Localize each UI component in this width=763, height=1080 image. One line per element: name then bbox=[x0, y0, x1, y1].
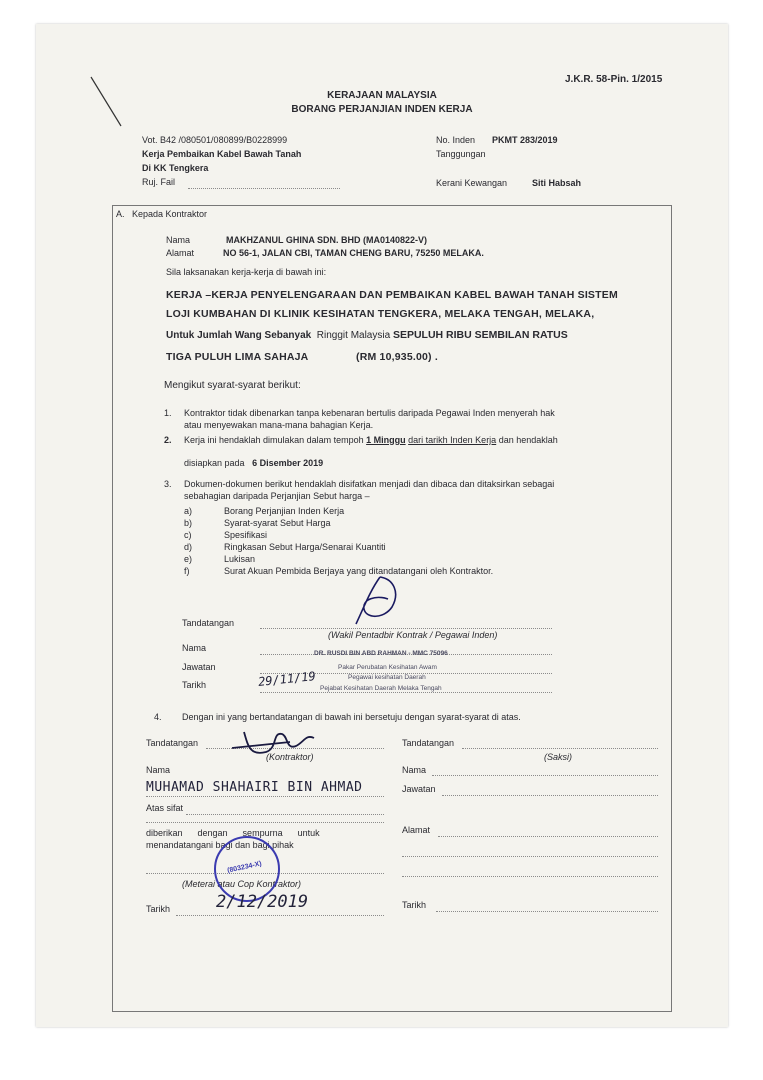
contractor-address: NO 56-1, JALAN CBI, TAMAN CHENG BARU, 75250 MELAKA. bbox=[223, 248, 484, 258]
condition-2-line-1 bbox=[184, 435, 558, 445]
officer-nama-label: Nama bbox=[182, 643, 207, 653]
condition-1-line-1: Kontraktor tidak dibenarkan tanpa kebenaran bertulis daripada Pegawai Inden menyerah hak bbox=[184, 408, 555, 418]
officer-tarikh-label: Tarikh bbox=[182, 680, 207, 690]
condition-2-pre: Kerja ini hendaklah dimulakan dalam tempoh bbox=[184, 435, 364, 445]
condition-2-mid: dari tarikh Inden Kerja bbox=[408, 435, 497, 445]
condition-2-line2-pre: disiapkan pada bbox=[184, 458, 245, 468]
list-item: f) Surat Akuan Pembida Berjaya yang ditandatangani oleh Kontraktor. bbox=[184, 566, 494, 576]
document-list bbox=[184, 505, 493, 577]
kerani-label: Kerani Kewangan bbox=[436, 178, 508, 188]
section-a-letter: A. bbox=[116, 209, 125, 219]
contractor-nama-label: Nama bbox=[146, 765, 171, 775]
witness-jawatan-field bbox=[442, 795, 658, 796]
contractor-nama-field bbox=[146, 796, 384, 797]
ruj-fail-field bbox=[188, 188, 340, 189]
condition-2-number: 2. bbox=[164, 435, 172, 445]
amount-currency: Ringgit Malaysia bbox=[316, 330, 391, 341]
contractor-tarikh-field bbox=[176, 915, 384, 916]
clause-4-text: Dengan ini yang bertandatangan di bawah ini bersetuju dengan syarat-syarat di atas. bbox=[182, 712, 521, 722]
kerja-line-1: Kerja Pembaikan Kabel Bawah Tanah bbox=[142, 149, 302, 159]
cop-caption: (Meterai atau Cop Kontraktor) bbox=[182, 879, 302, 889]
officer-signature bbox=[336, 569, 416, 629]
nama-label: Nama bbox=[166, 235, 191, 245]
amount-label: Untuk Jumlah Wang Sebanyak bbox=[166, 330, 312, 341]
vot-number: Vot. B42 /080501/080899/B0228999 bbox=[142, 135, 288, 145]
header-line-2: BORANG PERJANJIAN INDEN KERJA bbox=[291, 104, 473, 115]
list-item: a) Borang Perjanjian Inden Kerja bbox=[184, 506, 345, 516]
list-item: c) Spesifikasi bbox=[184, 530, 268, 540]
contractor-name: MAKHZANUL GHINA SDN. BHD (MA0140822-V) bbox=[226, 235, 428, 245]
witness-tarikh-field bbox=[436, 911, 658, 912]
condition-2-post: dan hendaklah bbox=[498, 435, 558, 445]
form-code: J.K.R. 58-Pin. 1/2015 bbox=[565, 74, 663, 85]
condition-3-number: 3. bbox=[164, 479, 172, 489]
officer-stamp-name: DR. RUSDI BIN ABD RAHMAN - MMC 75096 bbox=[314, 650, 448, 657]
work-line-2: LOJI KUMBAHAN DI KLINIK KESIHATAN TENGKERA, MELAKA TENGAH, MELAKA, bbox=[166, 308, 595, 320]
officer-stamp-office: Pejabat Kesihatan Daerah Melaka Tengah bbox=[320, 685, 442, 692]
officer-role-caption: (Wakil Pentadbir Kontrak / Pegawai Inden) bbox=[328, 630, 498, 640]
atas-sifat-field bbox=[186, 814, 384, 815]
amount-words-2: TIGA PULUH LIMA SAHAJA bbox=[166, 351, 309, 363]
contractor-signature-label: Tandatangan bbox=[146, 738, 199, 748]
contractor-date-handwritten: 2/12/2019 bbox=[216, 892, 309, 912]
witness-jawatan-label: Jawatan bbox=[402, 784, 436, 794]
list-item: d) Ringkasan Sebut Harga/Senarai Kuantiti bbox=[184, 542, 386, 552]
witness-signature-label: Tandatangan bbox=[402, 738, 455, 748]
conditions-intro: Mengikut syarat-syarat berikut: bbox=[164, 380, 301, 391]
contractor-name-handwritten: MUHAMAD SHAHAIRI BIN AHMAD bbox=[146, 780, 363, 795]
section-a-title: Kepada Kontraktor bbox=[132, 209, 208, 219]
witness-alamat-field-2 bbox=[402, 856, 658, 857]
alamat-label: Alamat bbox=[166, 248, 195, 258]
work-line-1: KERJA –KERJA PENYELENGARAAN DAN PEMBAIKAN KABEL BAWAH TANAH SISTEM bbox=[166, 289, 618, 301]
list-item: e) Lukisan bbox=[184, 554, 256, 564]
amount-row bbox=[166, 329, 568, 341]
company-stamp-number: (803234-X) bbox=[226, 860, 263, 875]
condition-2-date: 6 Disember 2019 bbox=[252, 458, 324, 468]
officer-date-handwritten: 29/11/19 bbox=[257, 669, 317, 689]
list-item: b) Syarat-syarat Sebut Harga bbox=[184, 518, 331, 528]
no-inden-value: PKMT 283/2019 bbox=[492, 135, 558, 145]
condition-3-line-1: Dokumen-dokumen berikut hendaklah disifatkan menjadi dan dibaca dan ditaksirkan sebagai bbox=[184, 479, 555, 489]
condition-1-number: 1. bbox=[164, 408, 172, 418]
kerja-line-2: Di KK Tengkera bbox=[142, 163, 209, 173]
header-line-1: KERAJAAN MALAYSIA bbox=[327, 90, 437, 101]
amount-words-1: SEPULUH RIBU SEMBILAN RATUS bbox=[392, 329, 568, 341]
officer-stamp-title-2: Pegawai kesihatan Daerah bbox=[348, 674, 426, 681]
witness-signature-field bbox=[462, 748, 658, 749]
atas-sifat-field-2 bbox=[146, 822, 384, 823]
officer-tarikh-field bbox=[260, 692, 552, 693]
form-page bbox=[36, 24, 728, 1027]
no-inden-label: No. Inden bbox=[436, 135, 476, 145]
condition-2-line-2 bbox=[184, 458, 323, 468]
officer-stamp-title-1: Pakar Perubatan Kesihatan Awam bbox=[338, 664, 437, 671]
witness-alamat-field-3 bbox=[402, 876, 658, 877]
witness-alamat-label: Alamat bbox=[402, 825, 431, 835]
witness-caption: (Saksi) bbox=[544, 752, 573, 762]
ruj-fail-label: Ruj. Fail bbox=[142, 177, 176, 187]
condition-3-line-2: sebahagian daripada Perjanjian Sebut harga – bbox=[184, 491, 370, 501]
instruction: Sila laksanakan kerja-kerja di bawah ini: bbox=[166, 267, 327, 277]
condition-1-line-2: atau menyewakan mana-mana bahagian Kerja. bbox=[184, 420, 374, 430]
witness-nama-field bbox=[432, 775, 658, 776]
kerani-value: Siti Habsah bbox=[532, 178, 582, 188]
contractor-caption: (Kontraktor) bbox=[266, 752, 314, 762]
clause-4-number: 4. bbox=[154, 712, 162, 722]
officer-jawatan-label: Jawatan bbox=[182, 662, 216, 672]
witness-alamat-field-1 bbox=[438, 836, 658, 837]
diberikan-line-2: menandatangani bagi dan bagi pihak bbox=[146, 840, 294, 850]
atas-sifat-label: Atas sifat bbox=[146, 803, 184, 813]
condition-2-period: 1 Minggu bbox=[366, 435, 406, 445]
diberikan-line-1: diberikan dengan sempurna untuk bbox=[146, 828, 320, 838]
amount-figure: (RM 10,935.00) . bbox=[356, 351, 438, 363]
tanggungan-label: Tanggungan bbox=[436, 149, 486, 159]
officer-signature-label: Tandatangan bbox=[182, 618, 235, 628]
contractor-tarikh-label: Tarikh bbox=[146, 904, 171, 914]
witness-nama-label: Nama bbox=[402, 765, 427, 775]
witness-tarikh-label: Tarikh bbox=[402, 900, 427, 910]
